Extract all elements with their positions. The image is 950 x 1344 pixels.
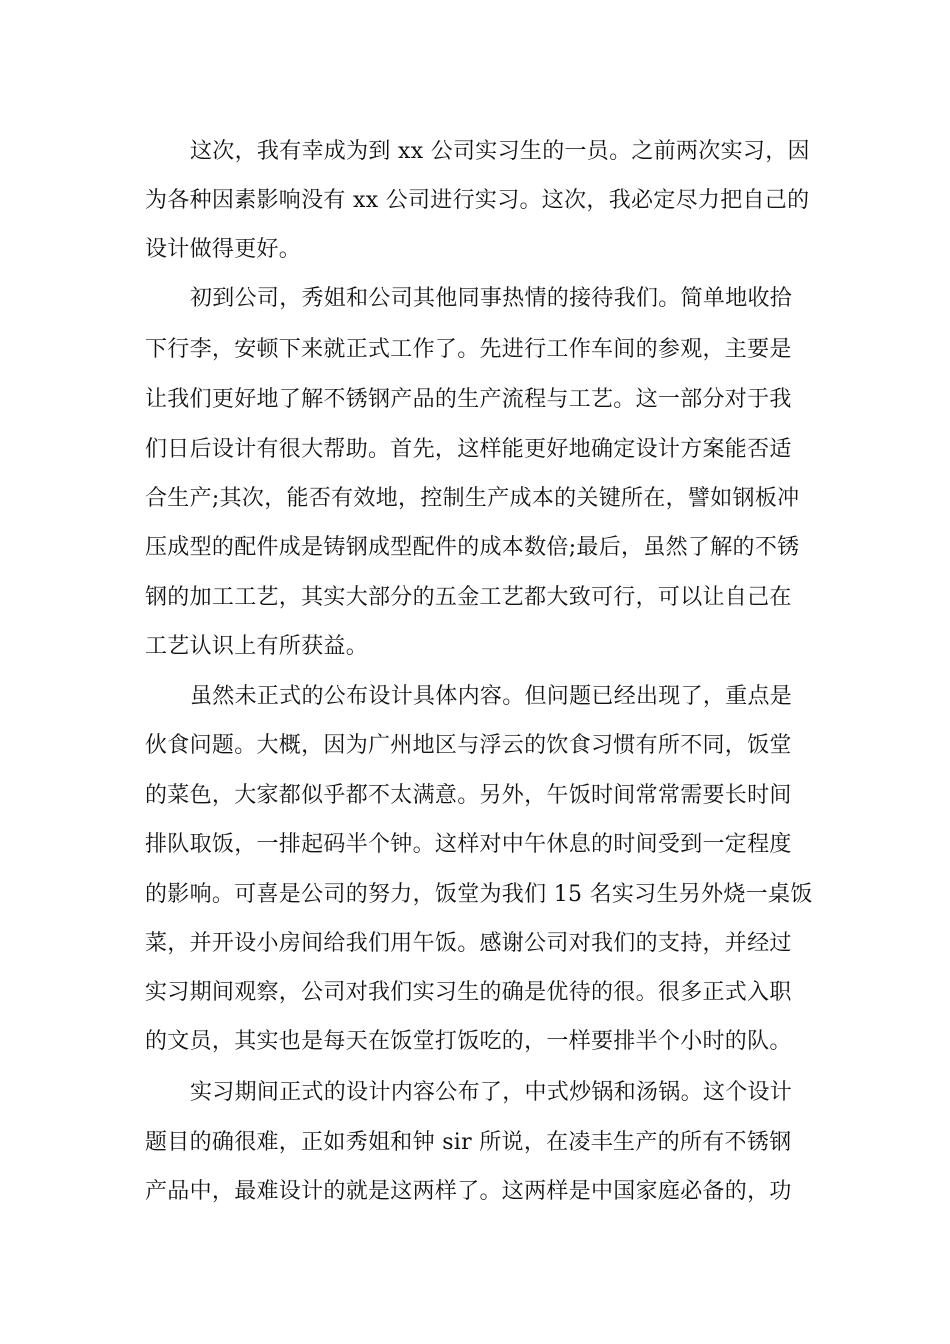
paragraph-2-line-8: 工艺认识上有所获益。 xyxy=(145,634,369,659)
paragraph-2-line-2: 下行李，安顿下来就正式工作了。先进行工作车间的参观，主要是 xyxy=(145,337,792,362)
paragraph-3-line-2: 伙食问题。大概，因为广州地区与浮云的饮食习惯有所不同，饭堂 xyxy=(145,733,792,758)
paragraph-3-line-7: 实习期间观察，公司对我们实习生的确是优待的很。很多正式入职 xyxy=(145,980,792,1005)
paragraph-3-line-1: 虽然未正式的公布设计具体内容。但问题已经出现了，重点是 xyxy=(190,684,793,709)
paragraph-2-line-4: 们日后设计有很大帮助。首先，这样能更好地确定设计方案能否适 xyxy=(145,437,792,462)
paragraph-4-line-2: 题目的确很难，正如秀姐和钟 sir 所说，在凌丰生产的所有不锈钢 xyxy=(145,1130,792,1155)
paragraph-2-line-1: 初到公司，秀姐和公司其他同事热情的接待我们。简单地收拾 xyxy=(190,286,793,311)
paragraph-2-line-6: 压成型的配件成是铸钢成型配件的成本数倍;最后，虽然了解的不锈 xyxy=(145,535,800,560)
paragraph-3-line-8: 的文员，其实也是每天在饭堂打饭吃的，一样要排半个小时的队。 xyxy=(145,1029,792,1054)
paragraph-2-line-5: 合生产;其次，能否有效地，控制生产成本的关键所在，譬如钢板冲 xyxy=(145,486,800,511)
paragraph-4-line-3: 产品中，最难设计的就是这两样了。这两样是中国家庭必备的，功 xyxy=(145,1179,792,1204)
paragraph-1-line-2: 为各种因素影响没有 xx 公司进行实习。这次，我必定尽力把自己的 xyxy=(145,188,810,213)
paragraph-2-line-7: 钢的加工工艺，其实大部分的五金工艺都大致可行，可以让自己在 xyxy=(145,585,792,610)
paragraph-3-line-5: 的影响。可喜是公司的努力，饭堂为我们 15 名实习生另外烧一桌饭 xyxy=(145,882,813,907)
paragraph-2-line-3: 让我们更好地了解不锈钢产品的生产流程与工艺。这一部分对于我 xyxy=(145,387,792,412)
paragraph-3-line-4: 排队取饭，一排起码半个钟。这样对中午休息的时间受到一定程度 xyxy=(145,832,792,857)
paragraph-3-line-6: 菜，并开设小房间给我们用午饭。感谢公司对我们的支持，并经过 xyxy=(145,931,792,956)
paragraph-1-line-3: 设计做得更好。 xyxy=(145,237,302,262)
paragraph-4-line-1: 实习期间正式的设计内容公布了，中式炒锅和汤锅。这个设计 xyxy=(190,1080,793,1105)
paragraph-1-line-1: 这次，我有幸成为到 xx 公司实习生的一员。之前两次实习，因 xyxy=(190,139,810,164)
paragraph-3-line-3: 的菜色，大家都似乎都不太满意。另外，午饭时间常常需要长时间 xyxy=(145,783,792,808)
